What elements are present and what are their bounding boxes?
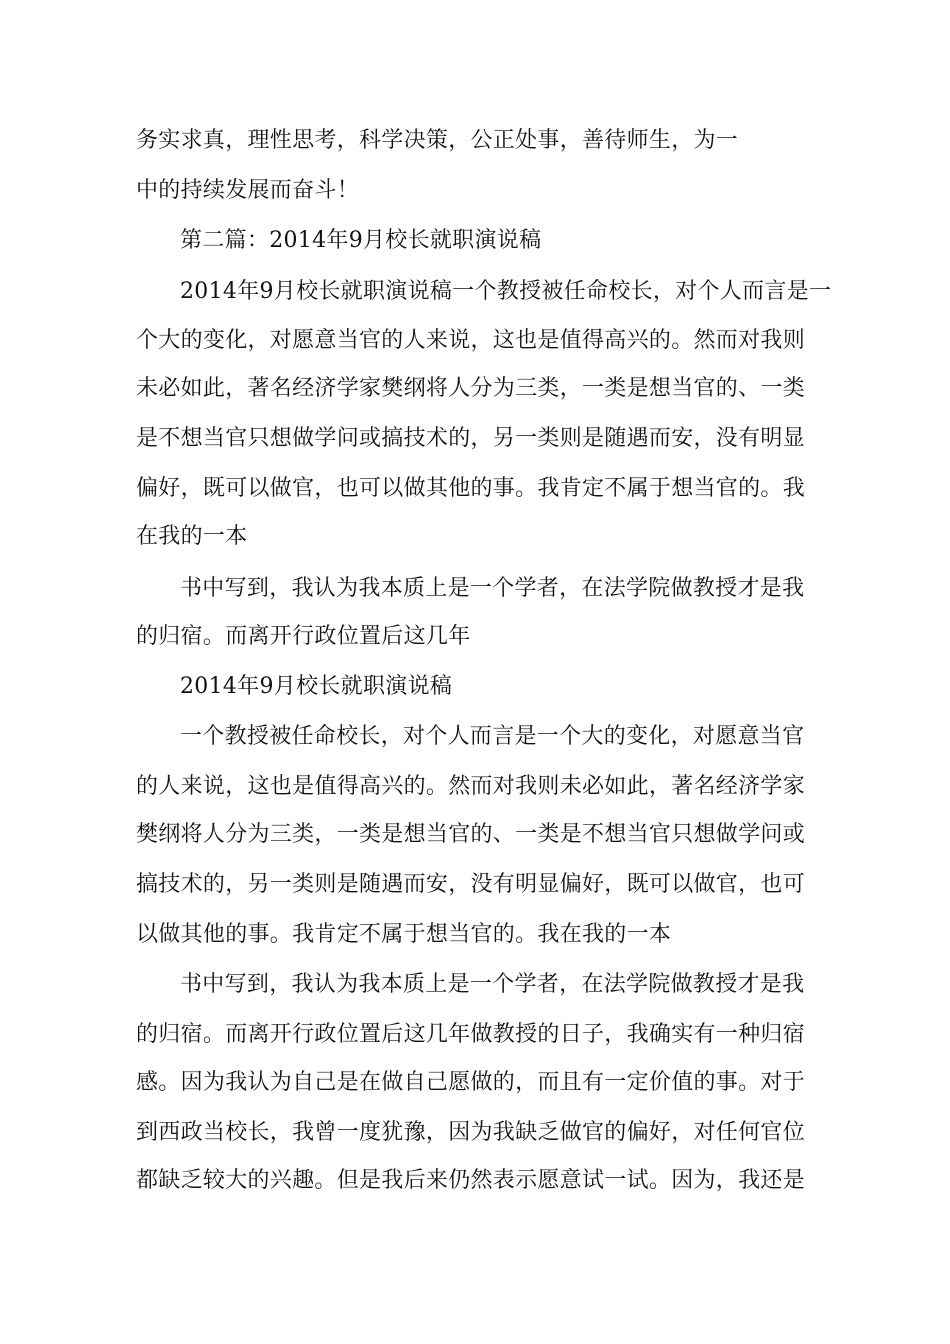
section-heading: 2014年9月校长就职演说稿: [180, 674, 453, 699]
text-line: 偏好，既可以做官，也可以做其他的事。我肯定不属于想当官的。我: [136, 476, 806, 501]
text-line: 的归宿。而离开行政位置后这几年: [136, 624, 471, 649]
text-line: 中的持续发展而奋斗！: [136, 178, 360, 203]
text-line: 书中写到，我认为我本质上是一个学者，在法学院做教授才是我: [180, 972, 805, 997]
text-line: 个大的变化，对愿意当官的人来说，这也是值得高兴的。然而对我则: [136, 328, 806, 353]
text-line: 一个教授被任命校长，对个人而言是一个大的变化，对愿意当官: [180, 724, 805, 749]
text-line: 务实求真，理性思考，科学决策，公正处事，善待师生，为一: [136, 128, 739, 153]
text-line: 的人来说，这也是值得高兴的。然而对我则未必如此，著名经济学家: [136, 774, 806, 799]
text-line: 樊纲将人分为三类，一类是想当官的、一类是不想当官只想做学问或: [136, 822, 806, 847]
text-line: 在我的一本: [136, 524, 248, 549]
section-heading: 第二篇：2014年9月校长就职演说稿: [180, 228, 542, 253]
text-line: 未必如此，著名经济学家樊纲将人分为三类，一类是想当官的、一类: [136, 376, 806, 401]
text-line: 搞技术的，另一类则是随遇而安，没有明显偏好，既可以做官，也可: [136, 872, 806, 897]
text-line: 感。因为我认为自己是在做自己愿做的，而且有一定价值的事。对于: [136, 1070, 806, 1095]
text-line: 2014年9月校长就职演说稿一个教授被任命校长，对个人而言是一: [180, 279, 832, 304]
text-line: 到西政当校长，我曾一度犹豫，因为我缺乏做官的偏好，对任何官位: [136, 1120, 806, 1145]
text-line: 都缺乏较大的兴趣。但是我后来仍然表示愿意试一试。因为，我还是: [136, 1168, 806, 1193]
text-line: 是不想当官只想做学问或搞技术的，另一类则是随遇而安，没有明显: [136, 426, 806, 451]
text-line: 以做其他的事。我肯定不属于想当官的。我在我的一本: [136, 922, 672, 947]
text-line: 书中写到，我认为我本质上是一个学者，在法学院做教授才是我: [180, 576, 805, 601]
text-line: 的归宿。而离开行政位置后这几年做教授的日子，我确实有一种归宿: [136, 1022, 806, 1047]
